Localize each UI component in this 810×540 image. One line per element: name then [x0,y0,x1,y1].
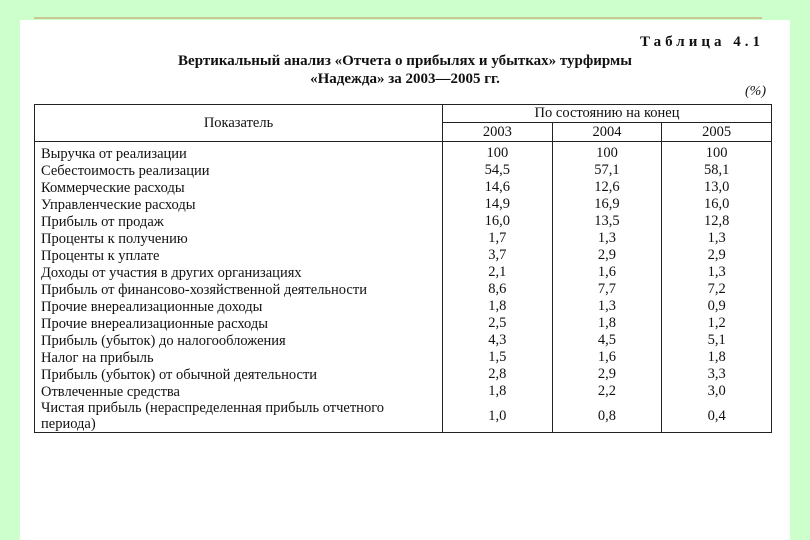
value-cell-2005: 1,3 [662,264,772,281]
year-header-2004: 2004 [552,123,662,142]
unit-label: (%) [745,84,766,99]
value-cell-2005: 0,9 [662,298,772,315]
row-label: Проценты к получению [35,230,443,247]
value-cell-2004: 12,6 [552,179,662,196]
accent-line [34,17,762,19]
row-label: Отвлеченные средства [35,383,443,400]
row-label: Прибыль (убыток) от обычной деятельности [35,366,443,383]
value-cell-2003: 54,5 [443,162,553,179]
data-table [34,104,772,433]
value-cell-2004: 2,9 [552,366,662,383]
row-label: Проценты к уплате [35,247,443,264]
value-cell-2003: 3,7 [443,247,553,264]
value-cell-2005: 100 [662,142,772,163]
table-row [35,247,772,264]
value-cell-2003: 2,1 [443,264,553,281]
value-cell-2004: 1,3 [552,298,662,315]
value-cell-2003: 1,7 [443,230,553,247]
table-row [35,264,772,281]
value-cell-2003: 2,5 [443,315,553,332]
value-cell-2005: 1,3 [662,230,772,247]
value-cell-2003: 1,5 [443,349,553,366]
table-row [35,162,772,179]
year-header-2003: 2003 [443,123,553,142]
row-label: Прочие внереализационные расходы [35,315,443,332]
row-label: Прочие внереализационные доходы [35,298,443,315]
value-cell-2004: 57,1 [552,162,662,179]
row-label: Прибыль (убыток) до налогообложения [35,332,443,349]
value-cell-2005: 3,0 [662,383,772,400]
value-cell-2005: 3,3 [662,366,772,383]
document-title-line-1: Вертикальный анализ «Отчета о прибылях и убытках» турфирмы [178,53,632,69]
table-row [35,196,772,213]
period-column-header: По состоянию на конец [443,105,772,123]
table-body [35,142,772,433]
value-cell-2004: 4,5 [552,332,662,349]
value-cell-2004: 13,5 [552,213,662,230]
value-cell-2004: 1,6 [552,349,662,366]
value-cell-2004: 1,3 [552,230,662,247]
table-row [35,349,772,366]
value-cell-2005: 2,9 [662,247,772,264]
row-label: Прибыль от финансово-хозяйственной деятельности [35,281,443,298]
value-cell-2004: 2,9 [552,247,662,264]
row-label: Выручка от реализации [35,142,443,163]
value-cell-2003: 1,0 [443,400,553,433]
value-cell-2004: 7,7 [552,281,662,298]
row-label: Чистая прибыль (нераспределенная прибыль отчетного периода) [35,400,443,433]
row-label: Прибыль от продаж [35,213,443,230]
value-cell-2005: 58,1 [662,162,772,179]
value-cell-2005: 7,2 [662,281,772,298]
table-row [35,400,772,433]
table-row [35,366,772,383]
value-cell-2003: 1,8 [443,383,553,400]
table-row [35,230,772,247]
table-row [35,281,772,298]
value-cell-2003: 14,6 [443,179,553,196]
document-page [20,20,790,540]
value-cell-2003: 14,9 [443,196,553,213]
row-label: Управленческие расходы [35,196,443,213]
indicator-column-header: Показатель [35,105,443,142]
row-label: Себестоимость реализации [35,162,443,179]
value-cell-2004: 1,8 [552,315,662,332]
value-cell-2003: 4,3 [443,332,553,349]
table-row [35,213,772,230]
table-row [35,315,772,332]
value-cell-2004: 16,9 [552,196,662,213]
value-cell-2003: 100 [443,142,553,163]
value-cell-2005: 1,2 [662,315,772,332]
value-cell-2005: 12,8 [662,213,772,230]
value-cell-2003: 8,6 [443,281,553,298]
value-cell-2005: 13,0 [662,179,772,196]
value-cell-2004: 2,2 [552,383,662,400]
value-cell-2005: 16,0 [662,196,772,213]
table-number-label: Таблица 4.1 [640,34,764,50]
value-cell-2005: 1,8 [662,349,772,366]
value-cell-2004: 0,8 [552,400,662,433]
value-cell-2003: 1,8 [443,298,553,315]
value-cell-2004: 100 [552,142,662,163]
table-row [35,332,772,349]
row-label: Доходы от участия в других организациях [35,264,443,281]
table-row [35,142,772,163]
year-header-2005: 2005 [662,123,772,142]
value-cell-2004: 1,6 [552,264,662,281]
value-cell-2005: 5,1 [662,332,772,349]
document-title-line-2: «Надежда» за 2003—2005 гг. [310,71,500,87]
table-row [35,383,772,400]
value-cell-2003: 2,8 [443,366,553,383]
row-label: Коммерческие расходы [35,179,443,196]
value-cell-2003: 16,0 [443,213,553,230]
table-row [35,179,772,196]
value-cell-2005: 0,4 [662,400,772,433]
row-label: Налог на прибыль [35,349,443,366]
table-row [35,298,772,315]
